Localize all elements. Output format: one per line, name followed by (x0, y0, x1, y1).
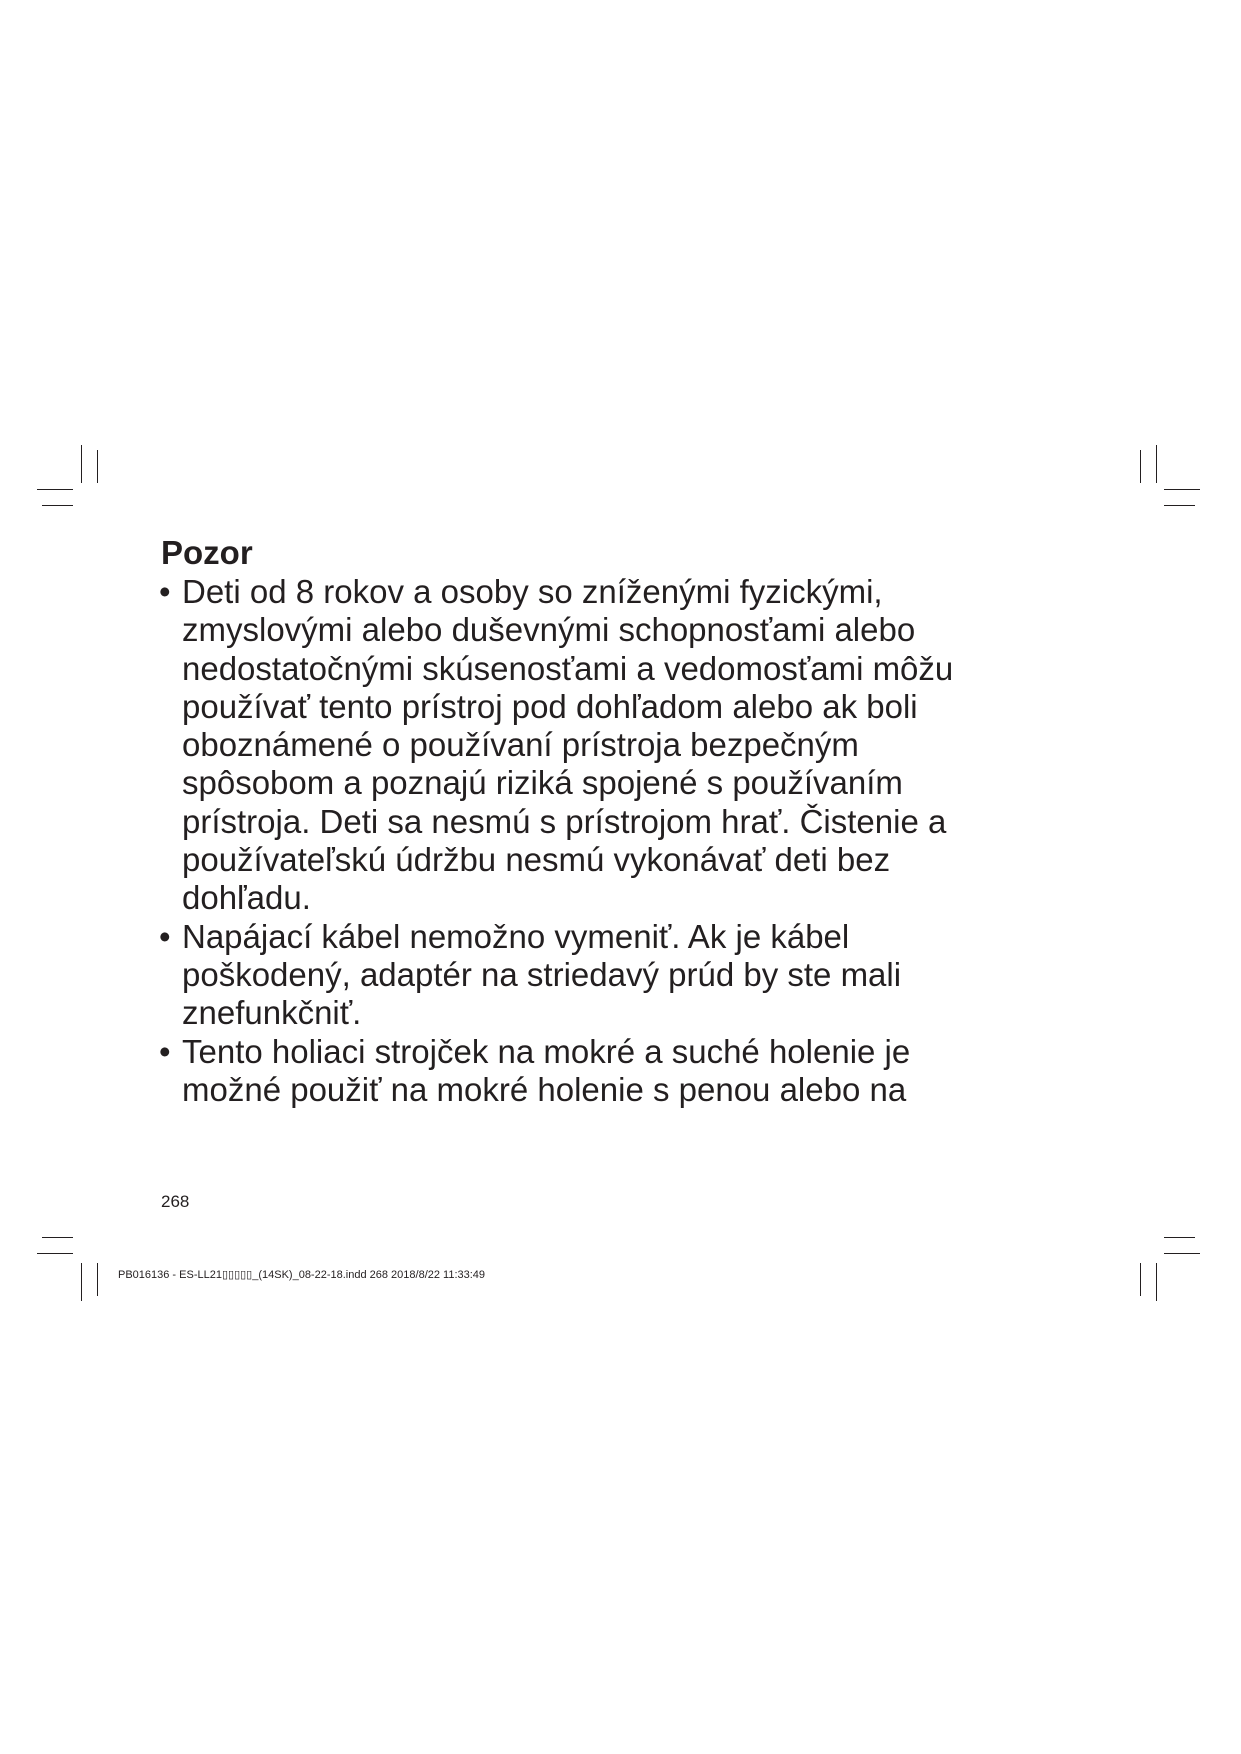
crop-mark-bottom-left-vertical-2 (97, 1263, 98, 1296)
warning-text (182, 573, 1109, 918)
text-line: Napájací kábel nemožno vymeniť. Ak je kábel (182, 917, 850, 955)
warning-item-wet-dry-shaver (159, 1033, 1109, 1110)
crop-mark-bottom-right-horizontal-2 (1164, 1253, 1200, 1254)
warning-list (159, 573, 1109, 1109)
text-line: Tento holiaci strojček na mokré a suché holenie je (182, 1032, 911, 1070)
text-line: oboznámené o používaní prístroja bezpečným (182, 726, 859, 764)
section-heading: Pozor (161, 534, 253, 571)
crop-mark-top-right-horizontal-1 (1164, 489, 1200, 490)
bullet-icon: • (159, 573, 171, 610)
crop-mark-bottom-left-horizontal-2 (37, 1253, 73, 1254)
text-line: možné použiť na mokré holenie s penou alebo na (182, 1070, 907, 1108)
bullet-icon: • (159, 917, 171, 955)
text-line: Deti od 8 rokov a osoby so zníženými fyzickými, (182, 573, 883, 610)
print-slug: PB016136 - ES-LL21▯▯▯▯▯_(14SK)_08-22-18.indd 268 2018/8/22 11:33:49 (118, 1269, 486, 1281)
text-line: prístroja. Deti sa nesmú s prístrojom hrať. Čistenie a (182, 802, 947, 840)
crop-mark-bottom-right-horizontal-1 (1164, 1237, 1195, 1238)
text-line: používať tento prístroj pod dohľadom alebo ak boli (182, 687, 918, 725)
warning-text (182, 1033, 1109, 1110)
crop-mark-bottom-left-horizontal-1 (42, 1237, 73, 1238)
crop-mark-top-right-vertical-2 (1156, 445, 1157, 483)
warning-item-power-cord (159, 918, 1109, 1033)
crop-mark-top-left-horizontal-1 (37, 489, 73, 490)
crop-mark-top-left-vertical-2 (97, 450, 98, 483)
crop-mark-bottom-right-vertical-2 (1156, 1263, 1157, 1301)
bullet-icon: • (159, 1032, 171, 1070)
warning-text (182, 918, 1109, 1033)
crop-mark-top-right-horizontal-2 (1164, 505, 1195, 506)
text-line: zmyslovými alebo duševnými schopnosťami alebo (182, 611, 916, 649)
text-line: dohľadu. (182, 879, 311, 917)
text-line: poškodený, adaptér na striedavý prúd by ste mali (182, 955, 902, 993)
text-line: spôsobom a poznajú riziká spojené s používaním (182, 764, 903, 802)
page-number: 268 (161, 1192, 190, 1211)
text-line: používateľskú údržbu nesmú vykonávať deti bez (182, 841, 891, 879)
crop-mark-top-right-vertical-1 (1140, 450, 1141, 483)
text-line: nedostatočnými skúsenosťami a vedomosťami môžu (182, 649, 954, 687)
crop-mark-top-left-horizontal-2 (42, 505, 73, 506)
crop-mark-bottom-right-vertical-1 (1140, 1263, 1141, 1296)
text-line: znefunkčniť. (182, 994, 362, 1032)
crop-mark-bottom-left-vertical-1 (81, 1263, 82, 1301)
warning-item-children (159, 573, 1109, 918)
crop-mark-top-left-vertical-1 (81, 445, 82, 483)
